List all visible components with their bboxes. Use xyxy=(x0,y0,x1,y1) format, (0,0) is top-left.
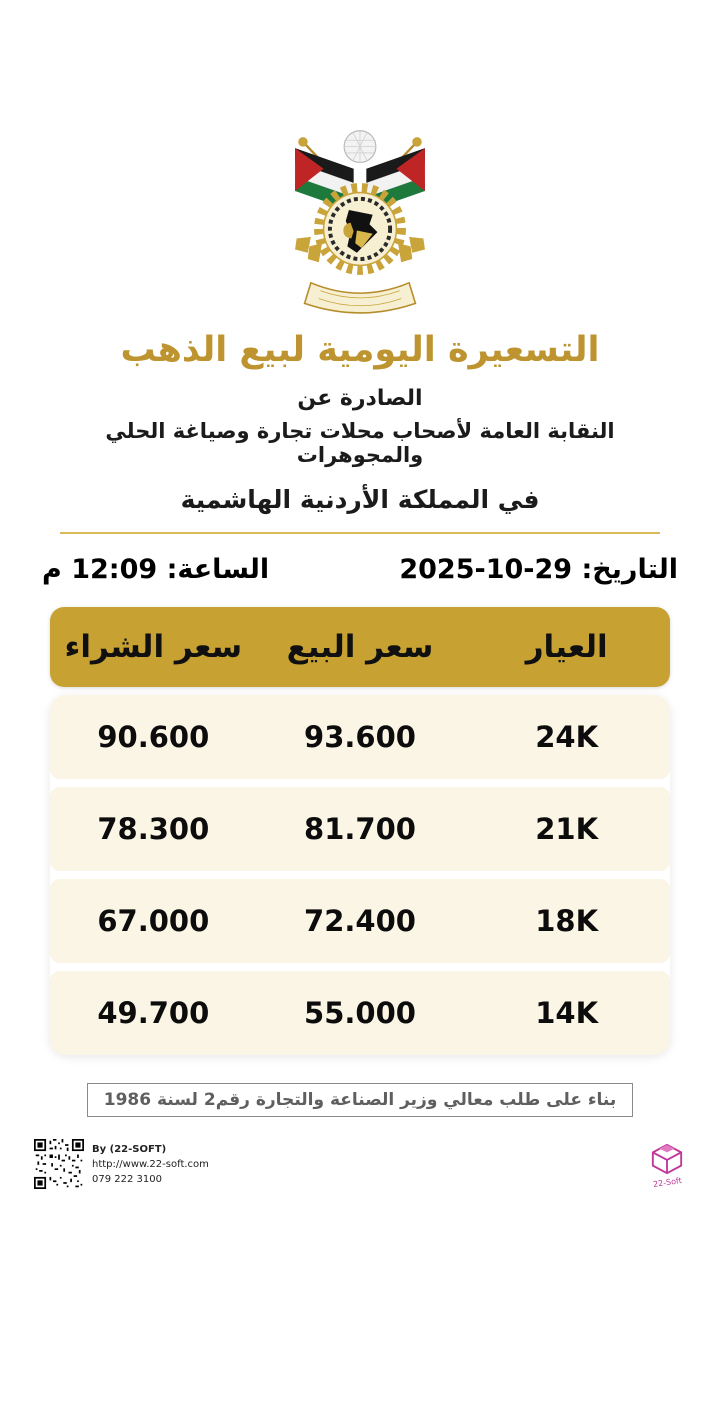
page-title: التسعيرة اليومية لبيع الذهب xyxy=(120,330,600,370)
association-line: النقابة العامة لأصحاب محلات تجارة وصياغة الحلي والمجوهرات xyxy=(105,419,615,467)
karat-cell: 14K xyxy=(535,996,599,1030)
buy-price-cell: 90.600 xyxy=(97,720,210,754)
karat-cell: 21K xyxy=(535,812,599,846)
sell-price-cell: 81.700 xyxy=(304,812,416,846)
country-line: في المملكة الأردنية الهاشمية xyxy=(180,485,540,514)
ministry-note: بناء على طلب معالي وزير الصناعة والتجارة رقم2 لسنة 1986 xyxy=(87,1083,634,1117)
buy-price-cell: 49.700 xyxy=(97,996,210,1030)
buy-price-cell: 67.000 xyxy=(97,904,210,938)
table-row xyxy=(50,879,670,963)
karat-cell: 24K xyxy=(535,720,599,754)
jewelers-association-emblem xyxy=(270,126,450,324)
vendor-brand xyxy=(648,1142,686,1187)
date-label: التاريخ: xyxy=(581,554,678,585)
date-field xyxy=(399,554,678,585)
sell-price-header-cell: سعر البيع xyxy=(286,629,434,665)
karat-cell: 18K xyxy=(535,904,599,938)
sell-price-cell: 72.400 xyxy=(304,904,416,938)
issued-by-line: الصادرة عن xyxy=(297,386,423,411)
table-row xyxy=(50,695,670,779)
sell-price-cell: 55.000 xyxy=(304,996,416,1030)
date-value: 29-10-2025 xyxy=(399,554,573,585)
emblem-icon xyxy=(270,126,450,324)
gold-divider xyxy=(60,532,660,534)
time-value: 12:09 م xyxy=(42,554,158,585)
gold-price-table xyxy=(50,607,670,1055)
time-label: الساعة: xyxy=(166,554,270,585)
phone-text: 079 222 3100 xyxy=(92,1173,162,1185)
table-body xyxy=(50,695,670,1055)
table-row xyxy=(50,787,670,871)
gold-price-bulletin xyxy=(0,126,720,1426)
qr-code-icon xyxy=(34,1139,84,1189)
contact-text xyxy=(92,1142,209,1187)
buy-price-header-cell: سعر الشراء xyxy=(64,629,243,665)
table-header-row xyxy=(50,607,670,687)
by-line: By (22-SOFT) xyxy=(92,1143,167,1155)
buy-price-cell: 78.300 xyxy=(97,812,210,846)
datetime-row xyxy=(42,554,678,585)
cube-logo-icon xyxy=(648,1142,686,1176)
karat-header-cell: العيار xyxy=(525,629,608,665)
brand-label: 22-Soft xyxy=(652,1175,682,1189)
note-wrap xyxy=(0,1083,720,1117)
website-text: http://www.22-soft.com xyxy=(92,1158,209,1170)
vendor-contact xyxy=(34,1139,209,1189)
footer xyxy=(34,1133,686,1195)
time-field xyxy=(42,554,269,585)
sell-price-cell: 93.600 xyxy=(304,720,416,754)
table-row xyxy=(50,971,670,1055)
